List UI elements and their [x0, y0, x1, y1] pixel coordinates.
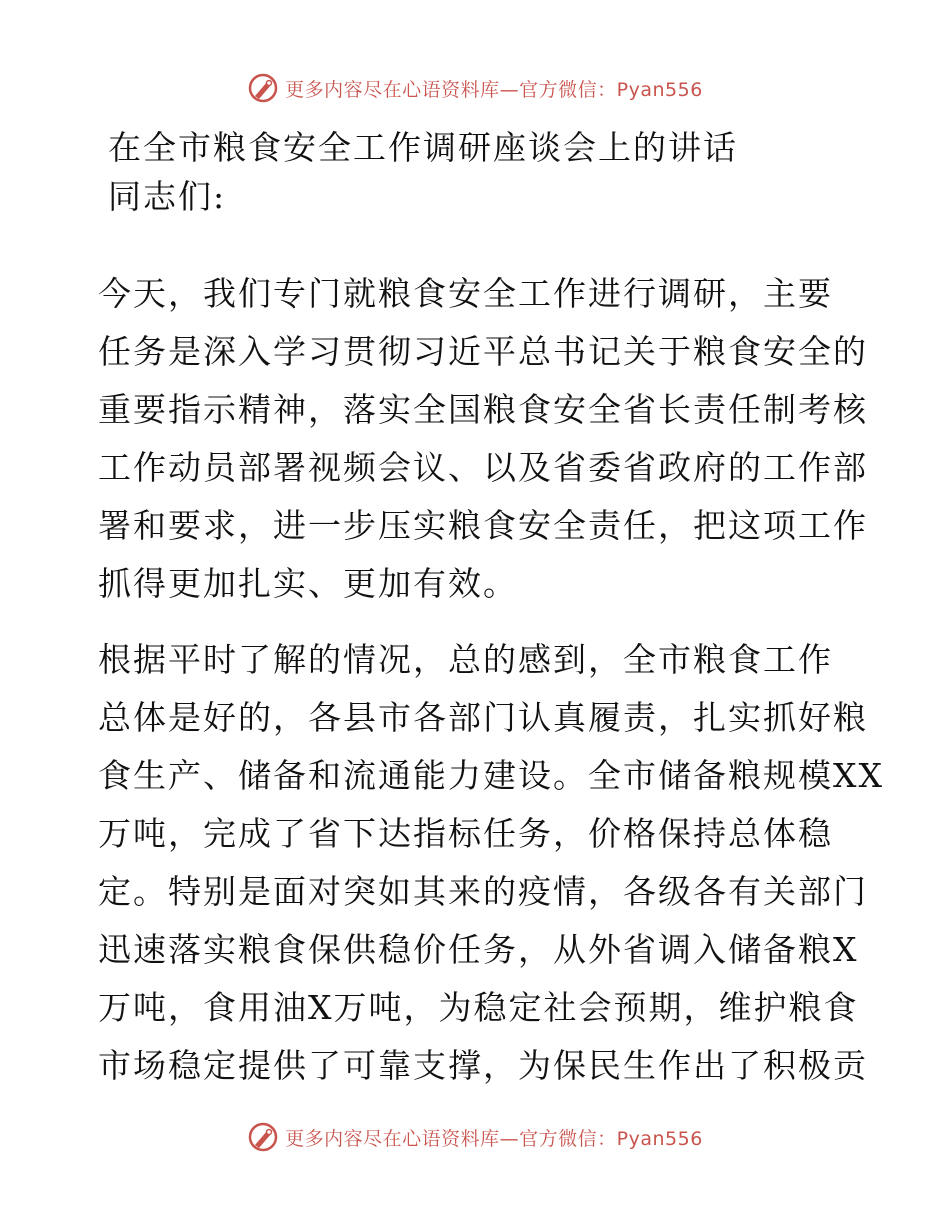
paragraph-line: 定。特别是面对突如其来的疫情，各级各有关部门 — [98, 872, 868, 911]
paragraph-line: 市场稳定提供了可靠支撑，为保民生作出了积极贡 — [98, 1046, 868, 1085]
document-title: 在全市粮食安全工作调研座谈会上的讲话 — [108, 128, 738, 167]
paragraph-line: 食生产、储备和流通能力建设。全市储备粮规模XX — [98, 756, 884, 795]
paragraph-line: 署和要求，进一步压实粮食安全责任，把这项工作 — [98, 506, 868, 545]
watermark-group — [247, 72, 703, 104]
watermark-text: 更多内容尽在心语资料库—官方微信：Pyan556 — [285, 1127, 703, 1150]
header-watermark — [0, 72, 950, 104]
paragraph-line: 万吨，完成了省下达指标任务，价格保持总体稳 — [98, 814, 833, 853]
pen-logo-icon — [247, 1121, 279, 1153]
paragraph-line: 抓得更加扎实、更加有效。 — [98, 564, 518, 603]
paragraph-1 — [98, 265, 868, 613]
paragraph-line: 任务是深入学习贯彻习近平总书记关于粮食安全的 — [98, 332, 868, 371]
paragraph-line: 重要指示精神，落实全国粮食安全省长责任制考核 — [98, 390, 868, 429]
pen-logo-icon — [247, 72, 279, 104]
paragraph-line: 今天，我们专门就粮食安全工作进行调研，主要 — [98, 274, 833, 313]
watermark-text: 更多内容尽在心语资料库—官方微信：Pyan556 — [285, 78, 703, 101]
paragraph-line: 总体是好的，各县市各部门认真履责，扎实抓好粮 — [98, 698, 868, 737]
paragraph-2 — [98, 631, 884, 1095]
footer-watermark — [0, 1121, 950, 1153]
paragraph-line: 根据平时了解的情况，总的感到，全市粮食工作 — [98, 640, 833, 679]
paragraph-line: 万吨，食用油X万吨，为稳定社会预期，维护粮食 — [98, 988, 859, 1027]
paragraph-line: 工作动员部署视频会议、以及省委省政府的工作部 — [98, 448, 868, 487]
watermark-group — [247, 1121, 703, 1153]
paragraph-line: 迅速落实粮食保供稳价任务，从外省调入储备粮X — [98, 930, 859, 969]
salutation: 同志们: — [108, 177, 227, 216]
